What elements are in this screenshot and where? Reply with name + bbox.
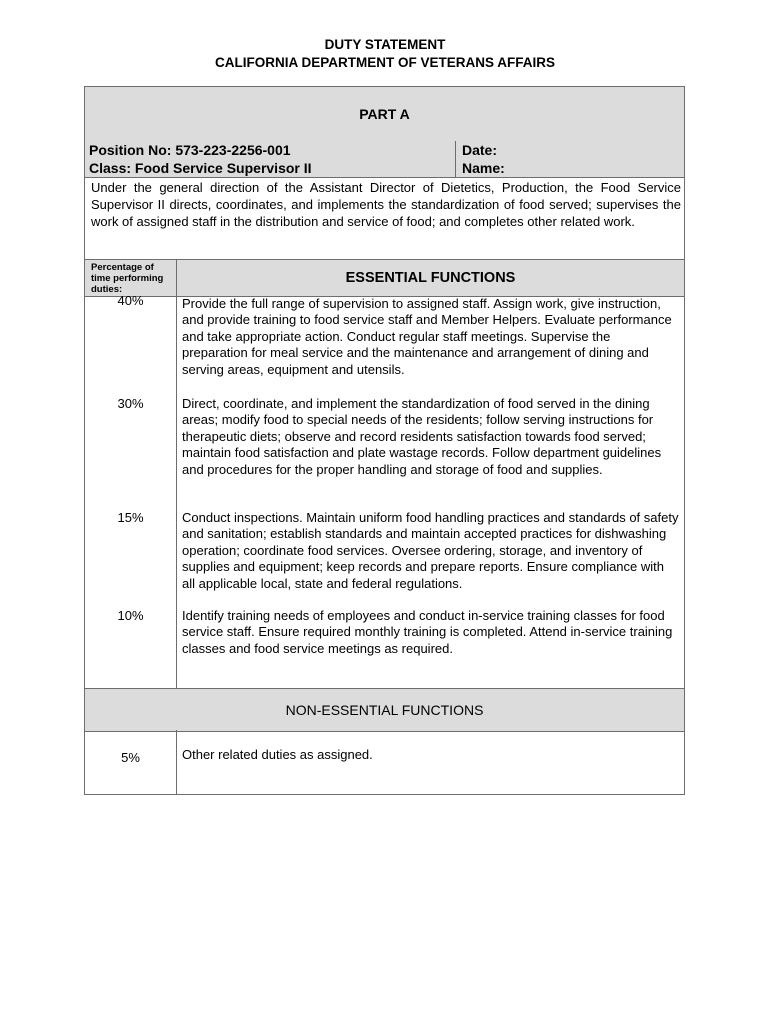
duty-description: Direct, coordinate, and implement the standardization of food served in the dining areas; modify food to special needs of the residents; follow serving instructions for therapeutic diets; observe and record residents satisfaction towards food served; maintain food satisfaction and plate wastage records. Follow department guidelines and procedures for the proper handling and storage of food and supplies.: [182, 396, 662, 477]
duty-description: Provide the full range of supervision to assigned staff. Assign work, give instruction, and provide training to food service staff and Member Helpers. Evaluate performance and take appropriate action. Conduct regular staff meetings. Supervise the preparation for meal service and the maintenance and arrangement of dining and serving areas, equipment and utensils.: [182, 296, 672, 377]
duty-percent: 30%: [117, 396, 144, 411]
column-divider: [176, 730, 177, 795]
name-label: Name:: [462, 160, 505, 176]
non-essential-functions-header: NON-ESSENTIAL FUNCTIONS: [85, 688, 684, 732]
position-row: [85, 141, 684, 160]
essential-functions-header: [85, 259, 684, 297]
duty-description: Conduct inspections. Maintain uniform food handling practices and standards of safety and sanitation; establish standards and maintain accepted practices for dishwashing operation; coordinate food services. Oversee ordering, storage, and inventory of supplies and equipment; keep records and prepare reports. Ensure compliance with all applicable local, state and federal regulations.: [182, 510, 679, 591]
position-summary: Under the general direction of the Assistant Director of Dietetics, Production, the Food Service Supervisor II directs, coordinates, and implements the standardization of food served; supervises the work of assigned staff in the distribution and service of food; and completes other related work.: [91, 180, 681, 229]
part-a-header: PART A: [85, 87, 684, 142]
duty-statement-form: [84, 86, 685, 795]
date-label: Date:: [462, 142, 498, 158]
duty-percent: 15%: [117, 510, 144, 525]
column-divider: [176, 259, 177, 689]
essential-functions-title: ESSENTIAL FUNCTIONS: [345, 270, 516, 286]
department-title: CALIFORNIA DEPARTMENT OF VETERANS AFFAIRS: [215, 55, 555, 70]
duty-description: Identify training needs of employees and conduct in-service training classes for food service staff. Ensure required monthly training is completed. Attend in-service training classes and food service meetings as required.: [182, 608, 673, 656]
cell-divider: [455, 141, 456, 159]
position-number: Position No: 573-223-2256-001: [89, 142, 291, 158]
class-row: [85, 159, 684, 178]
document-title: DUTY STATEMENT: [324, 37, 446, 52]
percentage-column-header: Percentage of time performing duties:: [91, 262, 164, 295]
duty-percent: 5%: [121, 750, 140, 765]
cell-divider: [455, 159, 456, 177]
duty-description: Other related duties as assigned.: [182, 747, 373, 762]
duty-percent: 10%: [117, 608, 144, 623]
duty-percent: 40%: [117, 293, 144, 308]
position-class: Class: Food Service Supervisor II: [89, 160, 312, 176]
